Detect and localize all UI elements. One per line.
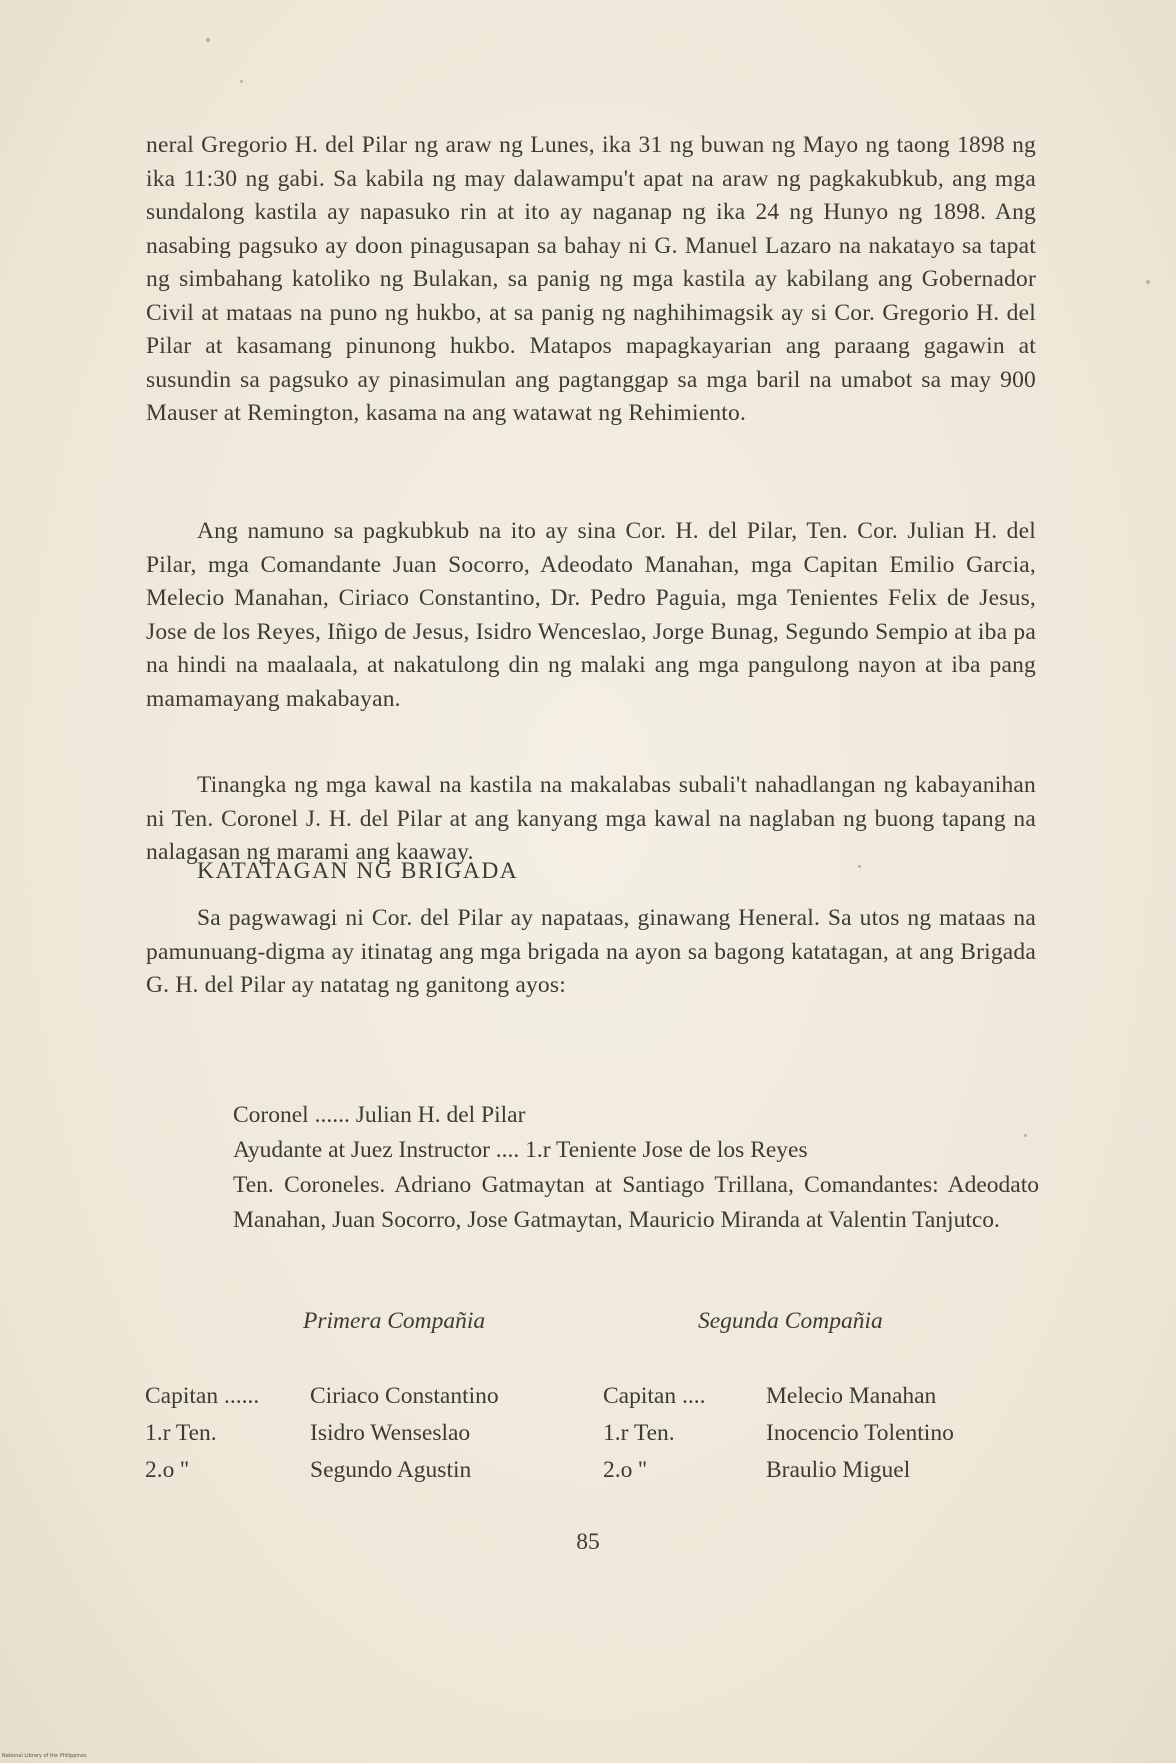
page-number: 85 xyxy=(576,1529,600,1555)
name-cell: Melecio Manahan xyxy=(766,1383,937,1409)
name-cell: Inocencio Tolentino xyxy=(766,1420,954,1446)
paper-speck xyxy=(1146,280,1150,284)
library-watermark: National Library of the Philippines xyxy=(2,1753,87,1759)
officers-list xyxy=(233,1098,1039,1238)
paragraph-escape-attempt: Tinangka ng mga kawal na kastila na makalabas subali't nahadlangan ng kabayanihan ni Ten. Coronel J. H. del Pilar at ang kanyang mga kawal na naglaban ng buong tapang na nalagasan ng marami ang kaaway. xyxy=(146,772,1036,865)
company-table-primera xyxy=(145,1378,580,1489)
paragraph-brigade-formation: Sa pagwawagi ni Cor. del Pilar ay napataas, ginawang Heneral. Sa utos ng mataas na pamunuang-digma ay itinatag ang mga brigada na ayon sa bagong katatagan, at ang Brigada G. H. del Pilar ay natatag ng ganitong ayos: xyxy=(146,905,1036,998)
table-row xyxy=(603,1452,954,1489)
rank-cell: 2.o '' xyxy=(603,1457,647,1483)
paragraph-continuation: neral Gregorio H. del Pilar ng araw ng Lunes, ika 31 ng buwan ng Mayo ng taong 1898 ng ika 11:30 ng gabi. Sa kabila ng may dalawampu't apat na araw ng pagkakubkub, ang mga sundalong kastila ay napasuko rin at ito ay naganap ng ika 24 ng Hunyo ng 1898. Ang nasabing pagsuko ay doon pinagusapan sa bahay ni G. Manuel Lazaro na nakatayo sa tapat ng simbahang katoliko ng Bulakan, sa panig ng mga kastila ay kabilang ang Gobernador Civil at mataas na puno ng hukbo, at sa panig ng naghihimagsik ay si Cor. Gregorio H. del Pilar at kasamang pinunong hukbo. Matapos mapagkayarian ang paraang gagawin at susundin sa pagsuko ay pinasimulan ang pagtanggap sa mga baril na umabot sa may 900 Mauser at Remington, kasama na ang watawat ng Rehimiento. xyxy=(146,132,1036,426)
table-row xyxy=(603,1378,954,1415)
rank-cell: 1.r Ten. xyxy=(603,1420,675,1446)
rank-cell: Capitan .... xyxy=(603,1383,706,1409)
name-cell: Segundo Agustin xyxy=(310,1457,472,1483)
name-cell: Isidro Wenseslao xyxy=(310,1420,471,1446)
table-row xyxy=(145,1415,580,1452)
table-row xyxy=(603,1415,954,1452)
name-cell: Ciriaco Constantino xyxy=(310,1383,499,1409)
rank-cell: 1.r Ten. xyxy=(145,1420,217,1446)
paper-speck xyxy=(240,80,243,83)
section-heading: KATATAGAN NG BRIGADA xyxy=(197,858,519,884)
rank-cell: 2.o '' xyxy=(145,1457,189,1483)
paragraph-siege-leaders: Ang namuno sa pagkubkub na ito ay sina Cor. H. del Pilar, Ten. Cor. Julian H. del Pilar, mga Comandante Juan Socorro, Adeodato Manahan, mga Capitan Emilio Garcia, Melecio Manahan, Ciriaco Constantino, Dr. Pedro Paguia, mga Tenientes Felix de Jesus, Jose de los Reyes, Iñigo de Jesus, Isidro Wenceslao, Jorge Bunag, Segundo Sempio at iba pa na hindi na maalaala, at nakatulong din ng malaki ang mga pangulong nayon at iba pang mamamayang makabayan. xyxy=(146,518,1036,712)
paper-speck xyxy=(206,38,210,42)
officer-coroneles: Ten. Coroneles. Adriano Gatmaytan at Santiago Trillana, Comandantes: Adeodato Manahan, Juan Socorro, Jose Gatmaytan, Mauricio Miranda at Valentin Tanjutco. xyxy=(233,1172,1039,1233)
officer-ayudante: Ayudante at Juez Instructor .... 1.r Teniente Jose de los Reyes xyxy=(233,1137,808,1163)
name-cell: Braulio Miguel xyxy=(766,1457,911,1483)
officer-coronel: Coronel ...... Julian H. del Pilar xyxy=(233,1102,526,1128)
rank-cell: Capitan ...... xyxy=(145,1383,260,1409)
company-title-segunda: Segunda Compañia xyxy=(698,1308,883,1334)
table-row xyxy=(145,1452,580,1489)
table-row xyxy=(145,1378,580,1415)
company-title-primera: Primera Compañia xyxy=(303,1308,486,1334)
company-table-segunda xyxy=(603,1378,954,1489)
